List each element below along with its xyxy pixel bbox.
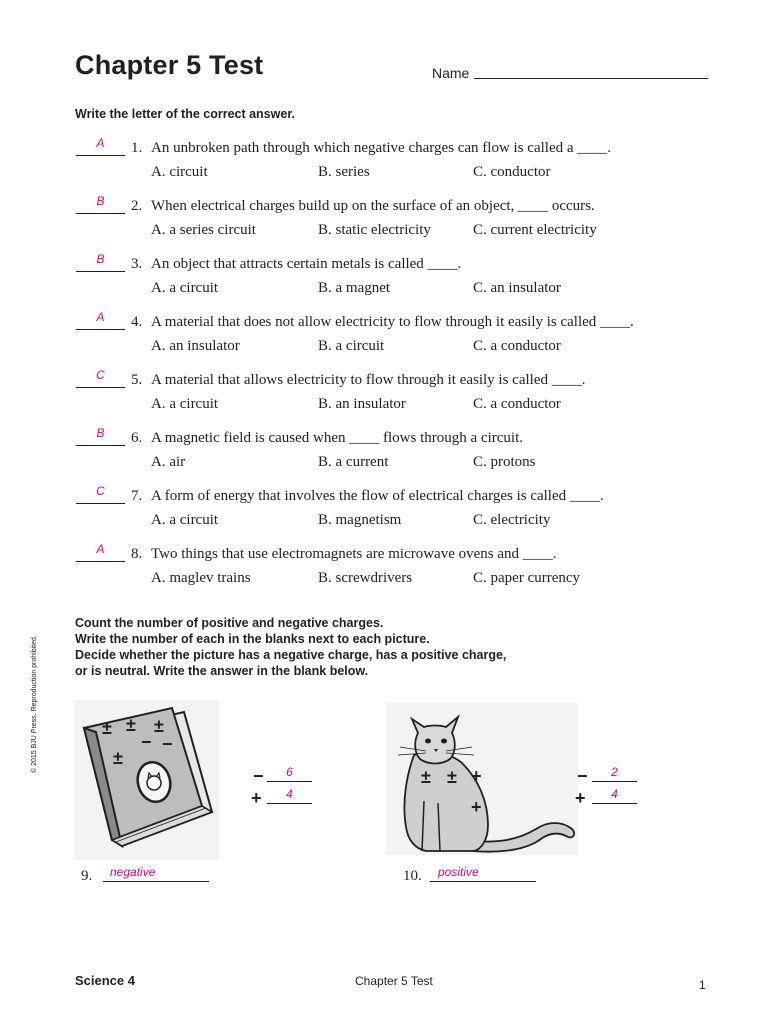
question-7 xyxy=(0,484,768,538)
option-a: A. air xyxy=(151,454,186,470)
option-b: B. a circuit xyxy=(318,338,385,354)
option-c: C. current electricity xyxy=(473,222,597,238)
negative-count-blank[interactable] xyxy=(592,781,637,782)
question-stem: When electrical charges build up on the surface of an object, ____ occurs. xyxy=(151,198,595,214)
problem-number: 10. xyxy=(403,868,422,884)
page-number: 1 xyxy=(699,978,706,992)
section2-instruction xyxy=(75,615,506,679)
plus-sign: + xyxy=(575,788,586,808)
question-number: 6. xyxy=(131,430,143,446)
charge-answer: positive xyxy=(438,865,479,879)
charge-answer-blank[interactable] xyxy=(430,881,536,882)
question-stem: Two things that use electromagnets are microwave ovens and ____. xyxy=(151,546,557,562)
option-a: A. maglev trains xyxy=(151,570,251,586)
question-4 xyxy=(0,310,768,364)
negative-count: 6 xyxy=(286,765,293,779)
copyright-notice: © 2015 BJU Press. Reproduction prohibited. xyxy=(31,635,38,773)
question-stem: A material that allows electricity to flow through it easily is called ____. xyxy=(151,372,586,388)
charge-answer: negative xyxy=(110,865,156,879)
answer-letter: B xyxy=(96,426,105,440)
charge-symbol: − xyxy=(141,732,152,752)
name-field[interactable] xyxy=(474,78,708,79)
question-3 xyxy=(0,252,768,306)
answer-letter: C xyxy=(96,368,105,382)
answer-blank[interactable] xyxy=(76,271,125,272)
question-6 xyxy=(0,426,768,480)
question-1 xyxy=(0,136,768,190)
page-title: Chapter 5 Test xyxy=(75,50,264,80)
positive-count-blank[interactable] xyxy=(267,803,312,804)
answer-letter: B xyxy=(96,252,105,266)
charge-symbol: ± xyxy=(421,767,431,787)
question-2 xyxy=(0,194,768,248)
question-5 xyxy=(0,368,768,422)
answer-blank[interactable] xyxy=(76,329,125,330)
option-c: C. a conductor xyxy=(473,338,561,354)
question-stem: A magnetic field is caused when ____ flows through a circuit. xyxy=(151,430,523,446)
question-number: 7. xyxy=(131,488,143,504)
option-b: B. magnetism xyxy=(318,512,402,528)
answer-letter: A xyxy=(96,310,105,324)
option-b: B. static electricity xyxy=(318,222,431,238)
answer-letter: A xyxy=(96,136,105,150)
instruction-line: or is neutral. Write the answer in the blank below. xyxy=(75,664,369,678)
charge-symbol: ± xyxy=(126,715,136,735)
minus-sign: − xyxy=(253,766,264,786)
answer-blank[interactable] xyxy=(76,155,125,156)
name-label: Name xyxy=(432,65,470,81)
footer-subject: Science 4 xyxy=(75,973,135,988)
charge-answer-blank[interactable] xyxy=(103,881,209,882)
question-8 xyxy=(0,542,768,596)
option-a: A. a series circuit xyxy=(151,222,256,238)
option-b: B. an insulator xyxy=(318,396,406,412)
option-a: A. an insulator xyxy=(151,338,240,354)
question-stem: An object that attracts certain metals is called ____. xyxy=(151,256,462,272)
answer-letter: A xyxy=(96,542,105,556)
instruction-line: Decide whether the picture has a negative charge, has a positive charge, xyxy=(75,648,507,662)
option-b: B. a magnet xyxy=(318,280,391,296)
charge-symbol: + xyxy=(471,766,482,786)
negative-count: 2 xyxy=(611,765,618,779)
answer-blank[interactable] xyxy=(76,503,125,504)
problem-number: 9. xyxy=(81,868,93,884)
option-a: A. a circuit xyxy=(151,512,219,528)
question-number: 4. xyxy=(131,314,143,330)
charge-symbol: + xyxy=(471,797,482,817)
option-c: C. conductor xyxy=(473,164,551,180)
footer-title: Chapter 5 Test xyxy=(355,974,433,988)
negative-count-blank[interactable] xyxy=(267,781,312,782)
option-b: B. screwdrivers xyxy=(318,570,413,586)
option-c: C. protons xyxy=(473,454,536,470)
answer-letter: C xyxy=(96,484,105,498)
plus-sign: + xyxy=(251,788,262,808)
charge-symbol: − xyxy=(162,734,173,754)
option-a: A. a circuit xyxy=(151,280,219,296)
question-number: 5. xyxy=(131,372,143,388)
question-stem: A material that does not allow electricity to flow through it easily is called ____. xyxy=(151,314,634,330)
section1-instruction: Write the letter of the correct answer. xyxy=(75,107,295,121)
charge-symbol: ± xyxy=(154,716,164,736)
answer-blank[interactable] xyxy=(76,445,125,446)
option-c: C. paper currency xyxy=(473,570,581,586)
option-c: C. electricity xyxy=(473,512,551,528)
answer-blank[interactable] xyxy=(76,561,125,562)
answer-blank[interactable] xyxy=(76,213,125,214)
book-illustration xyxy=(74,700,219,860)
option-c: C. a conductor xyxy=(473,396,561,412)
positive-count-blank[interactable] xyxy=(592,803,637,804)
instruction-line: Count the number of positive and negative charges. xyxy=(75,616,384,630)
question-number: 1. xyxy=(131,140,143,156)
option-a: A. circuit xyxy=(151,164,208,180)
instruction-line: Write the number of each in the blanks next to each picture. xyxy=(75,632,430,646)
option-a: A. a circuit xyxy=(151,396,219,412)
answer-blank[interactable] xyxy=(76,387,125,388)
positive-count: 4 xyxy=(286,787,293,801)
charge-symbol: ± xyxy=(113,748,123,768)
question-number: 3. xyxy=(131,256,143,272)
charge-symbol: ± xyxy=(102,718,112,738)
cat-illustration xyxy=(386,703,578,855)
question-stem: A form of energy that involves the flow of electrical charges is called ____. xyxy=(151,488,604,504)
positive-count: 4 xyxy=(611,787,618,801)
option-b: B. series xyxy=(318,164,370,180)
answer-letter: B xyxy=(96,194,105,208)
minus-sign: − xyxy=(577,766,588,786)
option-c: C. an insulator xyxy=(473,280,561,296)
question-number: 2. xyxy=(131,198,143,214)
question-stem: An unbroken path through which negative charges can flow is called a ____. xyxy=(151,140,612,156)
charge-symbol: ± xyxy=(447,767,457,787)
question-number: 8. xyxy=(131,546,143,562)
option-b: B. a current xyxy=(318,454,389,470)
